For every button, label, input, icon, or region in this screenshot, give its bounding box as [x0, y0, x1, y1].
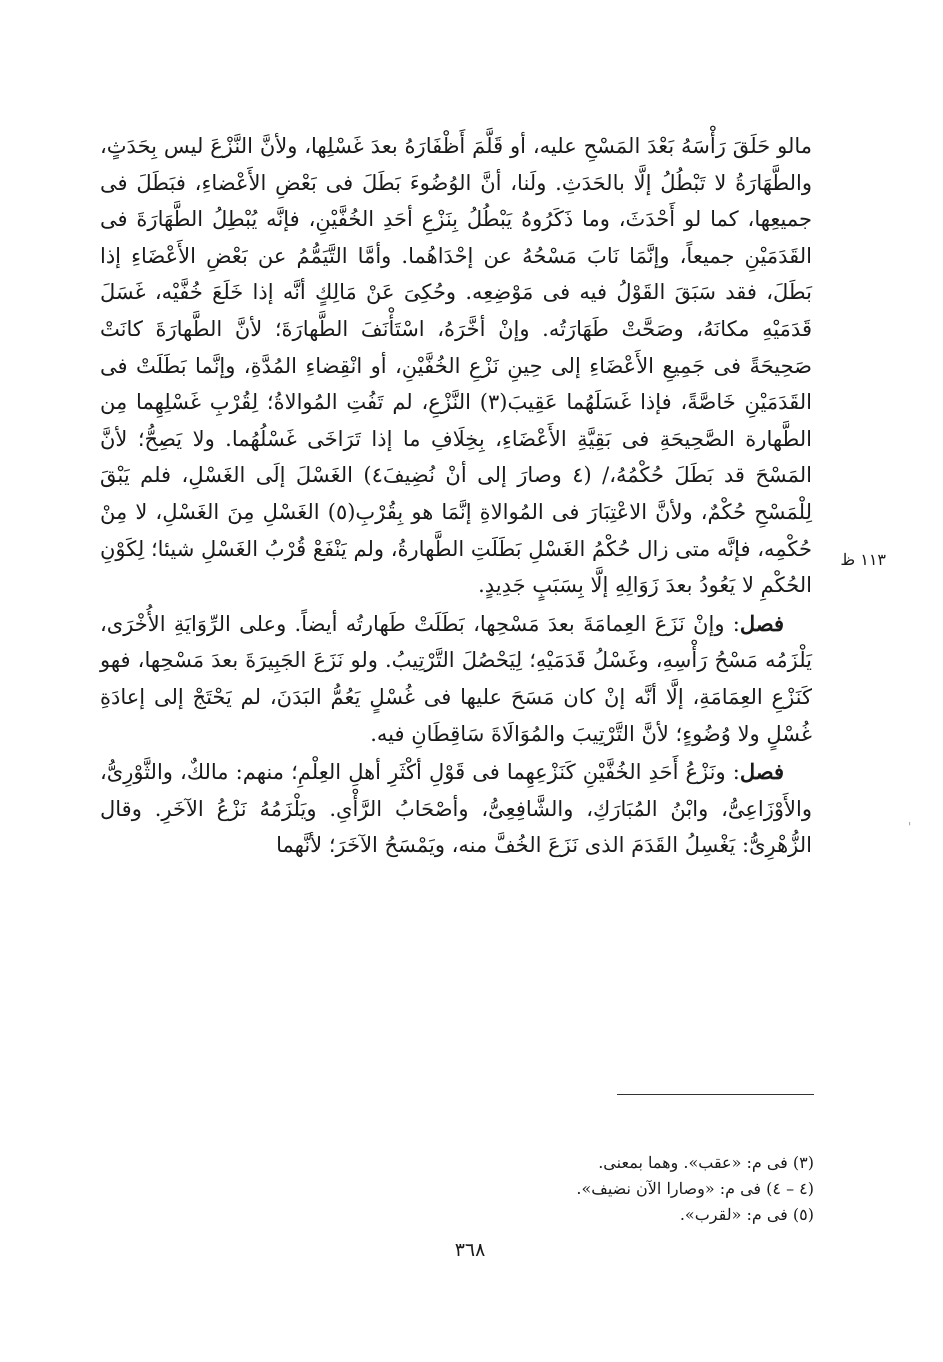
- footnote-4: (٤ – ٤) فى م: «وصارا الآن نضيف».: [576, 1179, 814, 1198]
- footnotes: [300, 1150, 814, 1228]
- paragraph-2-heading: فصل: [739, 610, 784, 636]
- margin-folio-note: ١١٣ ظ: [840, 550, 886, 569]
- footnote-3: (٣) فى م: «عقب». وهما بمعنى.: [598, 1153, 814, 1172]
- paragraph-3: [100, 754, 812, 864]
- footnote-5: (٥) فى م: «لقرب».: [679, 1205, 814, 1224]
- footnote-separator: [617, 1094, 814, 1095]
- paragraph-3-text: : ونَزْعُ أَحَدِ الخُفَّيْنِ كَنَزْعِهِما فى قَوْلِ أكْثَرِ أهلِ العِلْمِ؛ منهم: مالكٌ، والثَّوْرِىُّ، والأَوْزَاعِىُّ، وابْنُ المُبَارَكِ، والشَّافِعِىُّ، وأصْحَابُ الرَّأْىِ. ويَلْزَمُهُ نَزْعُ الآخَرِ. وقال الزُّهْرِىُّ: يَغْسِلُ القَدَمَ الذى نَزَعَ الخُفَّ منه، ويَمْسَحُ الآخَرَ؛ لأنَّهما: [100, 760, 812, 858]
- paragraph-1-text: مالو حَلَقَ رَأْسَهُ بَعْدَ المَسْحِ عليه، أو قَلَّمَ أَظْفَارَهُ بعدَ غَسْلِها، ولأنَّ النَّزْعَ ليس بِحَدَثٍ، والطَّهَارَةُ لا تَبْطُلُ إلَّا بالحَدَثِ. ولَنا، أنَّ الوُضُوءَ بَطَلَ فى بَعْضِ الأَعْضاءِ، فبَطَلَ فى جميعِها، كما لو أَحْدَثَ، وما ذَكَرُوهُ يَبْطُلُ بِنَزْعِ أحَدِ الخُفَّيْنِ، فإنَّه يُبْطِلُ الطَّهَارَةَ فى القَدَمَيْنِ جميعاً، وإنَّمَا نَابَ مَسْحُهُ عن إحْدَاهُما. وأمَّا التَّيَمُّمُ عن بَعْضِ الأَعْضَاءِ إذا بَطَلَ، فقد سَبَقَ القَوْلُ فيه فى مَوْضِعِه. وحُكِىَ عَنْ مَالِكٍ أنَّه إذا خَلَعَ خُفَّيْه، غَسَلَ قَدَمَيْهِ مكانَهُ، وصَحَّتْ طَهَارَتُه. وإنْ أخَّرَهُ، اسْتَأْنَفَ الطَّهارَةَ؛ لأنَّ الطَّهارَةَ كانَتْ صَحِيحَةً فى جَمِيعِ الأَعْضَاءِ إلى حِينِ نَزْعِ الخُفَّيْنِ، أو انْقِضاءِ المُدَّةِ، وإنَّما بَطَلَتْ فى القَدَمَيْنِ خَاصَّةً، فإذا غَسَلَهُما عَقِيبَ(٣) النَّزْعِ، لم تَفُتِ المُوالاةُ؛ لِقُرْبِ غَسْلِهِما مِن الطَّهارة الصَّحِيحَةِ فى بَقِيَّةِ الأَعْضَاءِ، بِخِلَافِ ما إذا تَرَاخَى غَسْلُهُما. ولا يَصِحُّ؛ لأنَّ المَسْحَ قد بَطَلَ حُكْمُهُ،/ (٤ وصارَ إلى أنْ نُضِيفَ٤) الغَسْلَ إلَى الغَسْلِ، فلم يَبْقَ لِلْمَسْحِ حُكْمٌ، ولأنَّ الاعْتِبَارَ فى المُوالاةِ إنَّمَا هو بِقُرْبِ(٥) الغَسْلِ مِنَ الغَسْلِ، لا مِنْ حُكْمِه، فإنَّه متى زال حُكْمُ الغَسْلِ بَطَلَتِ الطَّهارةُ، ولم يَنْفَعْ قُرْبُ الغَسْلِ شيئا؛ لِكَوْنِ الحُكْمِ لا يَعُودُ بعدَ زَوَالِهِ إلَّا بِسَبَبٍ جَدِيدٍ.: [100, 134, 813, 598]
- main-text: [100, 128, 812, 864]
- paragraph-2: [100, 606, 812, 752]
- page-number: ٣٦٨: [454, 1239, 486, 1261]
- paragraph-1: [100, 128, 812, 604]
- paragraph-2-text: : وإنْ نَزَعَ العِمامَةَ بعدَ مَسْحِها، بَطَلَتْ طَهارتُه أيضاً. وعلى الرِّوَايَةِ الأُخْرَى، يَلْزَمُه مَسْحُ رَأْسِهِ، وغَسْلُ قَدَمَيْهِ؛ لِيَحْصُلَ التَّرْتِيبُ. ولو نَزَعَ الجَبِيرَةَ بعدَ مَسْحِها، فهو كَنَزْعِ العِمَامَةِ، إلَّا أنَّه إنْ كان مَسَحَ عليها فى غُسْلٍ يَعُمُّ البَدَنَ، لم يَحْتَجْ إلى إعادَةِ غُسْلٍ ولا وُضُوءٍ؛ لأنَّ التَّرْتِيبَ والمُوَالَاةَ سَاقِطَانِ فيه.: [100, 611, 812, 746]
- paragraph-3-heading: فصل: [739, 759, 784, 785]
- margin-tick-mark: ': [908, 820, 912, 834]
